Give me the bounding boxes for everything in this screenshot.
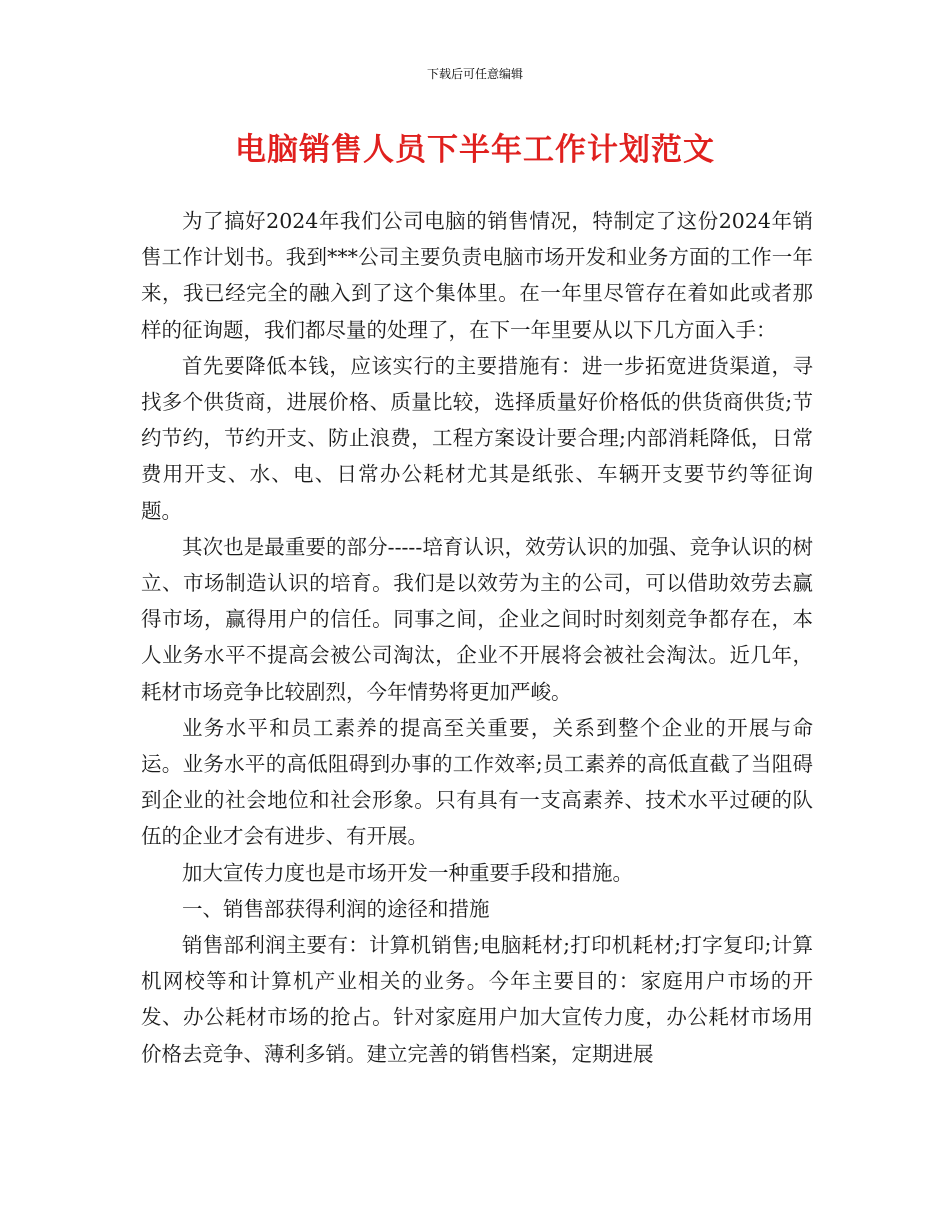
section-heading-profit: 一、销售部获得利润的途径和措施 [182, 896, 490, 921]
paragraph-intro: 为了搞好2024年我们公司电脑的销售情况，特制定了这份2024年销售工作计划书。我到***公司主要负责电脑市场开发和业务方面的工作一年来，我已经完全的融入到了这个集体里。在一年里尽管存在着如此或者那样的征询题，我们都尽量的处理了，在下一年里要从以下几方面入手： [141, 209, 813, 342]
paragraph-sales-profit: 销售部利润主要有：计算机销售;电脑耗材;打印机耗材;打字复印;计算机网校等和计算机产业相关的业务。今年主要目的：家庭用户市场的开发、办公耗材市场的抢占。针对家庭用户加大宣传力度，办公耗材市场用价格去竞争、薄利多销。建立完善的销售档案，定期进展 [141, 933, 813, 1066]
document-body [141, 203, 813, 1072]
paragraph-awareness: 其次也是最重要的部分-----培育认识，效劳认识的加强、竞争认识的树立、市场制造认识的培育。我们是以效劳为主的公司，可以借助效劳去赢得市场，赢得用户的信任。同事之间，企业之间时时刻刻竞争都存在，本人业务水平不提高会被公司淘汰，企业不开展将会被社会淘汰。近几年，耗材市场竞争比较剧烈，今年情势将更加严峻。 [141, 534, 813, 704]
paragraph-staff-quality: 业务水平和员工素养的提高至关重要，关系到整个企业的开展与命运。业务水平的高低阻碍到办事的工作效率;员工素养的高低直截了当阻碍到企业的社会地位和社会形象。只有具有一支高素养、技术水平过硬的队伍的企业才会有进步、有开展。 [141, 715, 813, 849]
header-note: 下载后可任意编辑 [426, 67, 523, 81]
paragraph-cost-reduction: 首先要降低本钱，应该实行的主要措施有：进一步拓宽进货渠道，寻找多个供货商，进展价格、质量比较，选择质量好价格低的供货商供货;节约节约，节约开支、防止浪费，工程方案设计要合理;内部消耗降低，日常费用开支、水、电、日常办公耗材尤其是纸张、车辆开支要节约等征询题。 [141, 353, 813, 523]
paragraph-publicity: 加大宣传力度也是市场开发一种重要手段和措施。 [182, 860, 633, 885]
document-title: 电脑销售人员下半年工作计划范文 [235, 132, 715, 168]
